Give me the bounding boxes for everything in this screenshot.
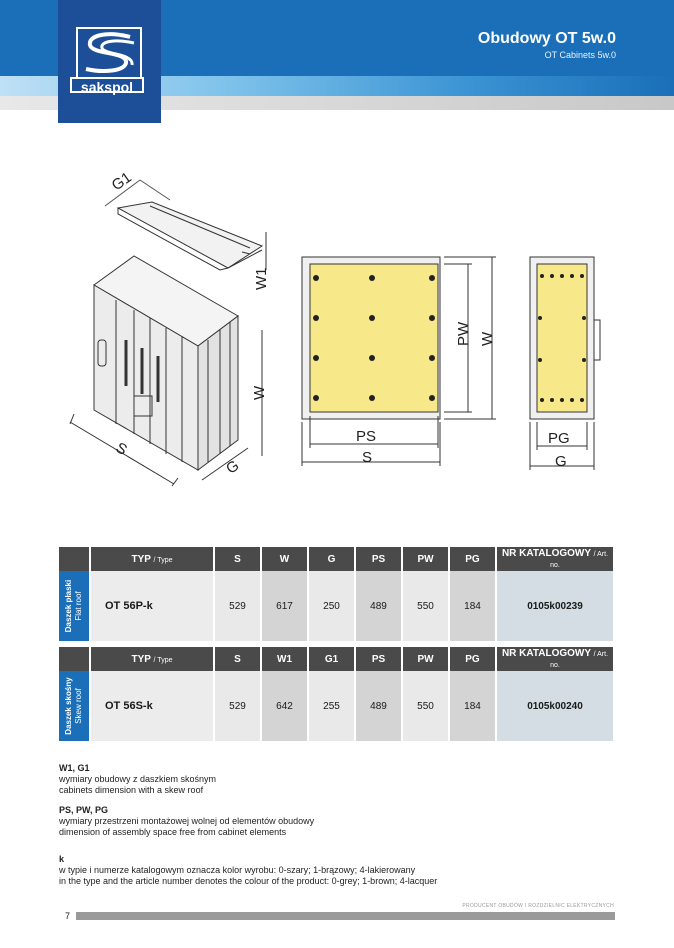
dim-label-w1: W1 [253, 267, 270, 290]
footer-bar [59, 912, 615, 920]
header-ps: PS [355, 647, 402, 671]
table-row [59, 671, 614, 741]
cabinet-front-view [302, 257, 496, 466]
side-label-skew-roof: Daszek skośny Skew roof [59, 671, 90, 741]
header-art-no: NR KATALOGOWY / Art. no. [496, 647, 614, 671]
footer-tagline: PRODUCENT OBUDÓW I ROZDZIELNIC ELEKTRYCZNYCH [462, 903, 614, 909]
cell-w: 617 [261, 571, 308, 641]
technical-drawing [0, 150, 674, 510]
dim-label-pw: PW [455, 321, 472, 346]
cell-g: 250 [308, 571, 355, 641]
cell-s: 529 [214, 671, 261, 741]
cell-pw: 550 [402, 571, 449, 641]
dim-label-g-side: G [555, 453, 567, 470]
header-type: TYP / Type [90, 647, 214, 671]
notes-section [59, 763, 619, 896]
header-pg: PG [449, 647, 496, 671]
table-header-row [59, 547, 614, 571]
cabinet-isometric-drawing [70, 256, 262, 486]
note-item: W1, G1 wymiary obudowy z daszkiem skośnym cabinets dimension with a skew roof [59, 763, 217, 795]
cell-w1: 642 [261, 671, 308, 741]
cell-pg: 184 [449, 671, 496, 741]
header-pw: PW [402, 547, 449, 571]
cell-type: OT 56S-k [90, 671, 214, 741]
cabinet-drawing-svg [0, 150, 674, 510]
dim-label-s-iso: S [112, 439, 130, 459]
dim-label-ps: PS [356, 428, 377, 445]
note-item: PS, PW, PG wymiary przestrzeni montażowej wolnej od elementów obudowy dimension of assembly space free from cabinet elements [59, 805, 315, 837]
logo-wordmark: sakspol [70, 77, 144, 93]
side-label-flat-roof: Daszek płaski Flat roof [59, 571, 90, 641]
header-type: TYP / Type [90, 547, 214, 571]
spec-table-skew-roof [59, 647, 615, 741]
dim-label-g1: G1 [108, 168, 135, 195]
dim-label-w-front: W [479, 331, 496, 346]
header-ps: PS [355, 547, 402, 571]
dim-label-g-iso: G [223, 457, 243, 478]
dim-label-s-front: S [362, 449, 373, 466]
header-art-no: NR KATALOGOWY / Art. no. [496, 547, 614, 571]
page-number: 7 [59, 908, 76, 924]
cell-type: OT 56P-k [90, 571, 214, 641]
company-logo [58, 0, 161, 123]
header-w1: W1 [261, 647, 308, 671]
header-g1: G1 [308, 647, 355, 671]
cell-pg: 184 [449, 571, 496, 641]
dim-label-pg: PG [548, 430, 570, 447]
cell-pw: 550 [402, 671, 449, 741]
cell-g1: 255 [308, 671, 355, 741]
cell-art-no: 0105k00240 [496, 671, 614, 741]
table-header-row [59, 647, 614, 671]
header-pw: PW [402, 647, 449, 671]
header-s: S [214, 647, 261, 671]
dim-label-w-iso: W [251, 385, 268, 400]
page-subtitle: OT Cabinets 5w.0 [544, 50, 616, 60]
note-item: k w typie i numerze katalogowym oznacza kolor wyrobu: 0-szary; 1-brązowy; 4-lakierowany in the type and the article number denotes the colour of the product: 0-grey; 1-brown; 4-lacquer [59, 854, 438, 886]
header-w: W [261, 547, 308, 571]
page-header [0, 0, 674, 123]
header-pg: PG [449, 547, 496, 571]
logo-s-icon [78, 29, 140, 77]
page-title: Obudowy OT 5w.0 [477, 30, 616, 47]
cell-ps: 489 [355, 571, 402, 641]
header-s: S [214, 547, 261, 571]
table-row [59, 571, 614, 641]
skew-roof-drawing [105, 180, 266, 270]
cell-s: 529 [214, 571, 261, 641]
cell-ps: 489 [355, 671, 402, 741]
spec-table-flat-roof [59, 547, 615, 641]
header-g: G [308, 547, 355, 571]
cell-art-no: 0105k00239 [496, 571, 614, 641]
